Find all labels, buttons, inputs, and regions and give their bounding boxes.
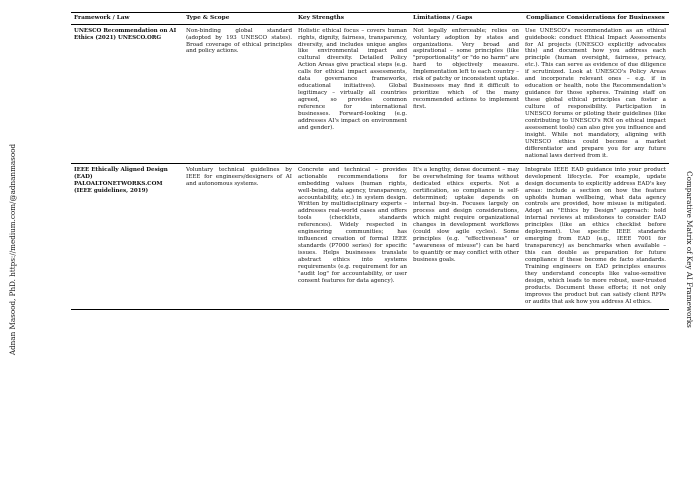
cell-limitations: Not legally enforceable; relies on voluntary adoption by states and organizations. Very broad and aspirational – some principles (like "proportionality" or "do no harm" are hard to objectively measure. Implementation left to each country – risk of patchy or inconsistent uptake. Businesses may find it difficult to prioritize which of the many recommended actions to implement first.: [410, 24, 522, 163]
left-margin-author: [6, 0, 20, 498]
cell-framework: UNESCO Recommendation on AI Ethics (2021) UNESCO.ORG: [71, 24, 183, 163]
header-compliance: Compliance Considerations for Businesses: [522, 13, 669, 25]
cell-framework: IEEE Ethically Aligned Design (EAD) PALOALTONETWORKS.COM (IEEE guidelines, 2019): [71, 163, 183, 309]
frameworks-comparison-table: [71, 12, 669, 310]
running-title: Comparative Matrix of Key AI Frameworks: [684, 170, 694, 328]
frameworks-table-container: [71, 12, 669, 310]
cell-type-scope: Voluntary technical guidelines by IEEE for engineers/designers of AI and autonomous systems.: [183, 163, 295, 309]
right-margin-title: [682, 0, 696, 498]
table-header-row: [71, 13, 669, 25]
cell-strengths: Concrete and technical – provides actionable recommendations for embedding values (human rights, well-being, data agency, transparency, accountability, etc.) in system design. Written by multidisciplinary experts – addresses real-world cases and offers tools (checklists, standards references). Widely respected in engineering communities; has influenced creation of formal IEEE standards (P7000 series) for specific issues. Helps businesses translate abstract ethics into systems requirements (e.g. requirement for an "audit log" for accountability, or user consent features for data agency).: [295, 163, 410, 309]
table-row: [71, 24, 669, 163]
author-credit: Adnan Masood, PhD. https://medium.com/@adnanmasood: [8, 143, 18, 355]
header-framework: Framework / Law: [71, 13, 183, 25]
table-row: [71, 163, 669, 309]
cell-type-scope: Non-binding global standard (adopted by 193 UNESCO states). Broad coverage of ethical principles and policy actions.: [183, 24, 295, 163]
cell-limitations: It's a lengthy, dense document – may be overwhelming for teams without dedicated ethics experts. Not a certification, so compliance is self-determined; uptake depends on internal buy-in. Focuses largely on process and design considerations, which might require organizational changes in development workflows (could slow agile cycles). Some principles (e.g. "effectiveness" or "awareness of misuse") can be hard to quantify or may conflict with other business goals.: [410, 163, 522, 309]
cell-compliance: Use UNESCO's recommendation as an ethical guidebook: conduct Ethical Impact Assessments for AI projects (UNESCO explicitly advocates this) and document how you address each principle (human oversight, fairness, privacy, etc.). This can serve as evidence of due diligence if scrutinized. Look at UNESCO's Policy Areas and incorporate relevant ones – e.g. if in education or health, note the Recommendation's guidance for those spheres. Training staff on these global ethical principles can foster a culture of responsibility. Participation in UNESCO forums or piloting their guidelines (like contributing to UNESCO's ROI on ethical impact assessment tools) can also give you influence and insight. While not mandatory, aligning with UNESCO ethics could become a market differentiator and prepare you for any future national laws derived from it.: [522, 24, 669, 163]
cell-strengths: Holistic ethical focus – covers human rights, dignity, fairness, transparency, diversity, and includes unique angles like environmental impact and cultural diversity. Detailed Policy Action Areas give practical steps (e.g. calls for ethical impact assessments, data governance frameworks, educational initiatives). Global legitimacy – virtually all countries agreed, so provides common reference for international businesses. Forward-looking (e.g. addresses AI's impact on environment and gender).: [295, 24, 410, 163]
cell-compliance: Integrate IEEE EAD guidance into your product development lifecycle. For example, update design documents to explicitly address EAD's key areas: include a section on how the feature upholds human wellbeing, what data agency controls are provided, how misuse is mitigated. Adopt an "Ethics by Design" approach: hold internal reviews at milestones to consider EAD principles (like an ethics checklist before deployment). Use specific IEEE standards emerging from EAD (e.g., IEEE 7001 for transparency) as benchmarks when available – this can double as preparation for future compliance if these become de facto standards. Training engineers on EAD principles ensures they understand concepts like value-sensitive design, which leads to more robust, user-trusted products. Document these efforts; it not only improves the product but can satisfy client RFPs or audits that ask how you address AI ethics.: [522, 163, 669, 309]
header-strengths: Key Strengths: [295, 13, 410, 25]
header-limitations: Limitations / Gaps: [410, 13, 522, 25]
header-type-scope: Type & Scope: [183, 13, 295, 25]
